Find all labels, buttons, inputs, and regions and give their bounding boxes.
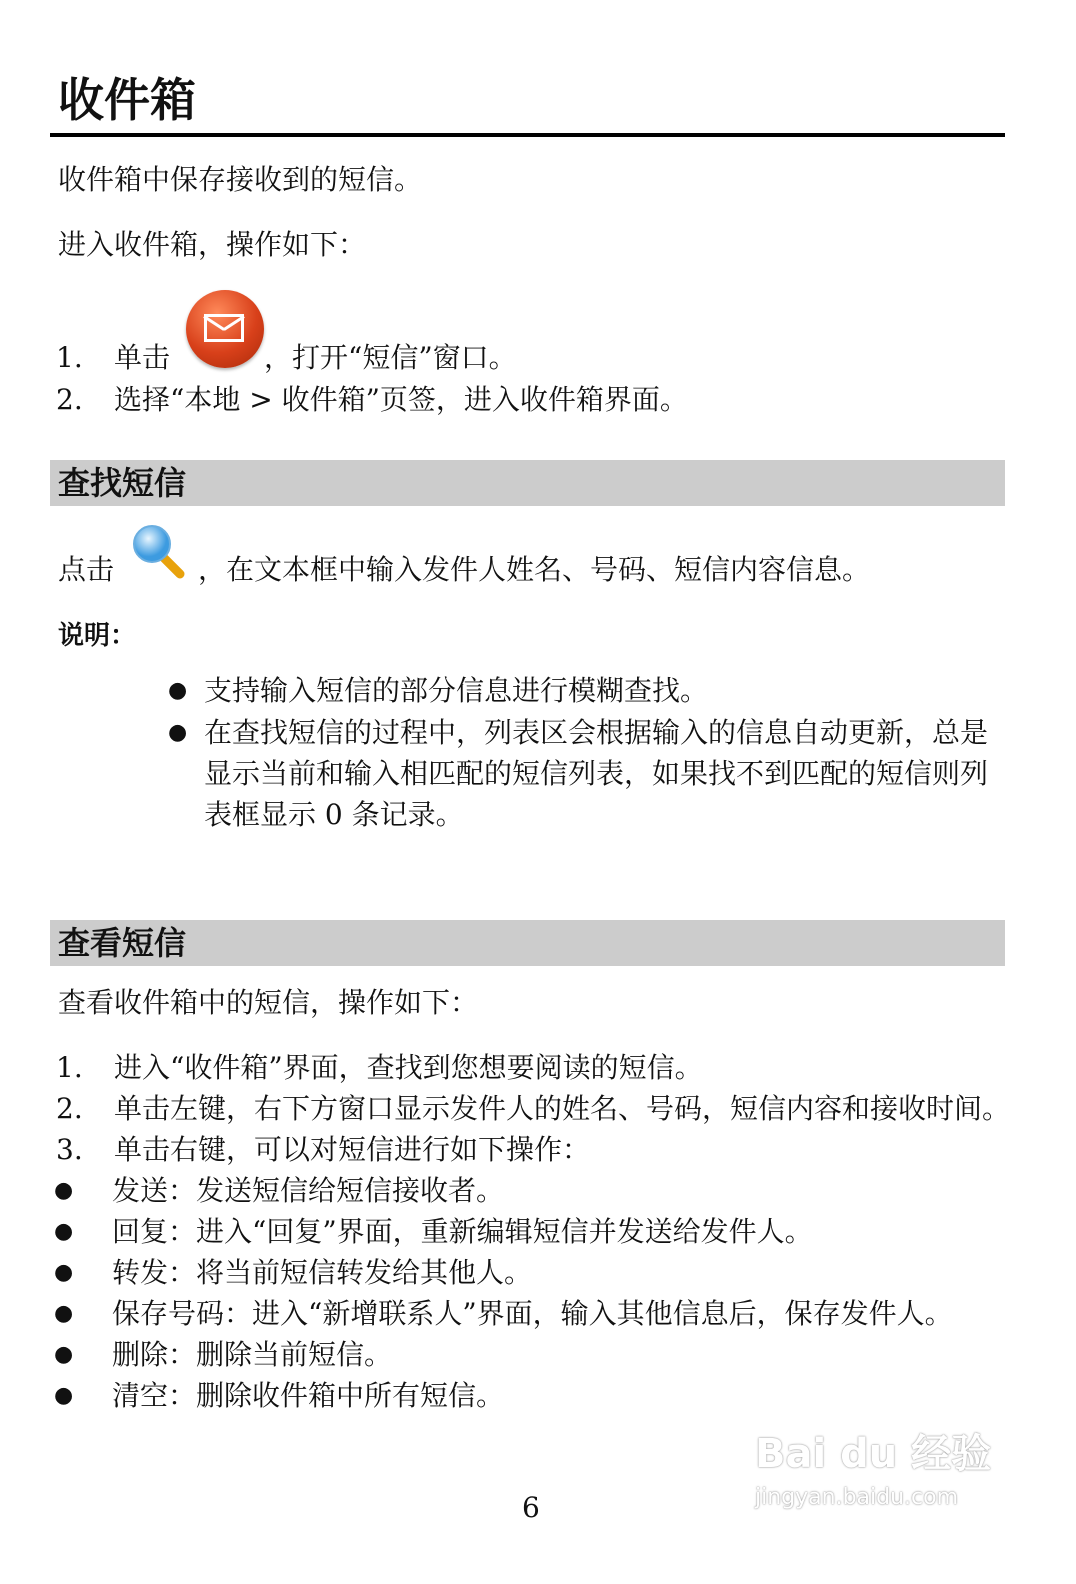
search-before: 点击	[58, 553, 115, 586]
note-label: 说明：	[58, 621, 137, 651]
bullet-icon: ●	[168, 678, 188, 703]
bullet-icon: ●	[54, 1178, 74, 1203]
section-header-view: 查看短信	[50, 920, 1005, 966]
bullet-icon: ●	[54, 1383, 74, 1408]
intro-text: 收件箱中保存接收到的短信。	[58, 163, 423, 196]
search-after: ，在文本框中输入发件人姓名、号码、短信内容信息。	[198, 553, 871, 586]
note-2-cont: 显示当前和输入相匹配的短信列表，如果找不到匹配的短信则列	[204, 757, 989, 790]
view-step-1: 1. 进入“收件箱”界面，查找到您想要阅读的短信。	[56, 1051, 703, 1084]
view-step-2: 2. 单击左键，右下方窗口显示发件人的姓名、号码，短信内容和接收时间。	[56, 1092, 1011, 1125]
title-rule	[50, 133, 1005, 137]
note-2-cont2: 表框显示 0 条记录。	[204, 798, 464, 831]
action-reply: ● 回复：进入“回复”界面，重新编辑短信并发送给发件人。	[54, 1215, 813, 1248]
page-title: 收件箱	[58, 73, 196, 127]
bullet-icon: ●	[54, 1260, 74, 1285]
note-1: 支持输入短信的部分信息进行模糊查找。	[204, 674, 709, 707]
search-instruction	[58, 522, 1076, 588]
note-2-row	[168, 715, 1076, 751]
note-1-row	[168, 673, 1076, 709]
enter-label: 进入收件箱，操作如下：	[58, 228, 367, 261]
enter-step-2: 2. 选择“本地 > 收件箱”页签，进入收件箱界面。	[56, 383, 688, 416]
action-clear: ● 清空：删除收件箱中所有短信。	[54, 1379, 505, 1412]
view-step-3: 3. 单击右键，可以对短信进行如下操作：	[56, 1133, 591, 1166]
search-icon	[128, 522, 188, 582]
action-forward: ● 转发：将当前短信转发给其他人。	[54, 1256, 533, 1289]
bullet-icon: ●	[168, 720, 188, 745]
page-number: 6	[522, 1491, 540, 1524]
baidu-watermark: Bai du 经验 jingyan.baidu.com	[755, 1431, 992, 1510]
action-send: ● 发送：发送短信给短信接收者。	[54, 1174, 505, 1207]
bullet-icon: ●	[54, 1219, 74, 1244]
bullet-icon: ●	[54, 1301, 74, 1326]
enter-step-1: 1. 单击 ，打开“短信”窗口。	[0, 290, 1076, 376]
view-intro: 查看收件箱中的短信，操作如下：	[58, 986, 479, 1019]
mail-icon	[186, 290, 264, 368]
action-delete: ● 删除：删除当前短信。	[54, 1338, 393, 1371]
section-header-search: 查找短信	[50, 460, 1005, 506]
note-2: 在查找短信的过程中，列表区会根据输入的信息自动更新，总是	[204, 716, 989, 749]
bullet-icon: ●	[54, 1342, 74, 1367]
action-save-number: ● 保存号码：进入“新增联系人”界面，输入其他信息后，保存发件人。	[54, 1297, 953, 1330]
